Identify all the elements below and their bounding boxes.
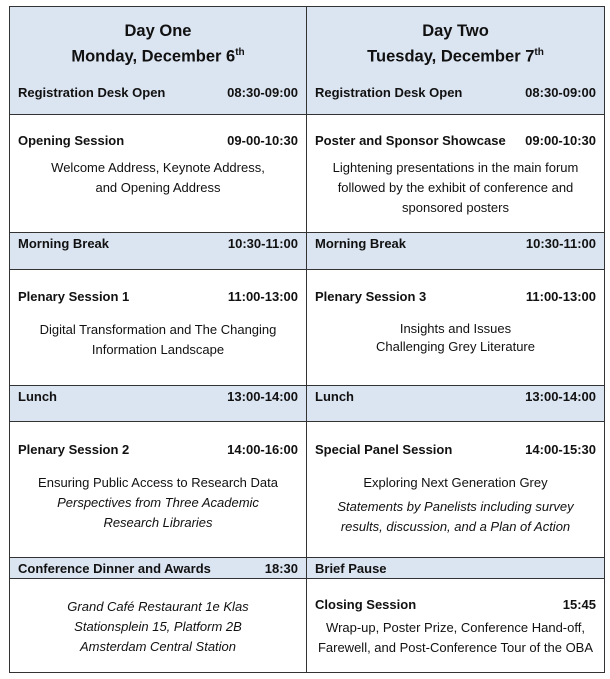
session-name: Special Panel Session (315, 442, 453, 457)
day-two-title: Day Two (422, 22, 489, 40)
venue-line: Stationsplein 15, Platform 2B (74, 619, 242, 634)
session-description: and Opening Address (95, 180, 221, 195)
session-time: 09:00-10:30 (525, 133, 596, 148)
session-time: 13:00-14:00 (227, 389, 298, 404)
session-description: Exploring Next Generation Grey (363, 475, 548, 490)
session-description: Insights and Issues (399, 321, 512, 336)
day-one-venue (10, 579, 307, 673)
day-two-special-panel (307, 422, 605, 558)
day-two-morning-break (307, 233, 605, 270)
day-two-lunch (307, 386, 605, 422)
venue-line: Grand Café Restaurant 1e Klas (67, 599, 249, 614)
session-time: 18:30 (264, 560, 298, 576)
session-description: Welcome Address, Keynote Address, (51, 160, 265, 175)
session-time: 14:00-16:00 (227, 442, 298, 457)
session-name: Registration Desk Open (18, 84, 166, 100)
day-one-header (10, 7, 307, 115)
day-one-registration (18, 82, 298, 104)
day-one-title: Day One (124, 22, 192, 40)
day-one-date: Monday, December 6 (71, 47, 236, 66)
day-two-poster-showcase (307, 115, 605, 233)
session-time: 13:00-14:00 (525, 389, 596, 404)
session-subtitle: Research Libraries (103, 515, 213, 530)
day-one-opening-session (10, 115, 307, 233)
day-two-brief-pause (307, 558, 605, 579)
session-description: Lightening presentations in the main forum (332, 160, 579, 175)
session-time: 09-00-10:30 (227, 133, 298, 148)
day-two-plenary-3 (307, 270, 605, 386)
session-description: Wrap-up, Poster Prize, Conference Hand-off, (326, 620, 585, 635)
day-two-closing-session (307, 579, 605, 673)
session-time: 15:45 (562, 597, 596, 612)
session-description: Ensuring Public Access to Research Data (38, 475, 278, 490)
session-time: 10:30-11:00 (525, 236, 596, 251)
session-name: Plenary Session 1 (18, 289, 130, 304)
program-table (9, 6, 605, 673)
session-name: Lunch (18, 389, 57, 404)
session-description: followed by the exhibit of conference and (337, 180, 574, 195)
day-one-plenary-2 (10, 422, 307, 558)
session-name: Brief Pause (315, 560, 387, 576)
day-one-plenary-1 (10, 270, 307, 386)
session-name: Poster and Sponsor Showcase (315, 133, 506, 148)
day-one-morning-break (10, 233, 307, 270)
session-name: Conference Dinner and Awards (18, 560, 211, 576)
session-time: 14:00-15:30 (525, 442, 596, 457)
session-subtitle: Perspectives from Three Academic (57, 495, 259, 510)
day-one-lunch (10, 386, 307, 422)
session-time: 11:00-13:00 (227, 289, 298, 304)
session-subtitle: results, discussion, and a Plan of Action (340, 519, 571, 534)
day-one-dinner (10, 558, 307, 579)
session-name: Closing Session (315, 597, 417, 612)
session-name: Morning Break (18, 236, 110, 251)
session-time: 08:30-09:00 (227, 84, 298, 100)
session-description: sponsored posters (402, 200, 509, 215)
session-name: Plenary Session 2 (18, 442, 130, 457)
day-two-registration (315, 82, 596, 104)
session-description: Farewell, and Post-Conference Tour of the OBA (317, 640, 594, 655)
session-description: Information Landscape (91, 342, 225, 357)
day-two-date-suffix: th (534, 47, 544, 58)
session-description: Challenging Grey Literature (376, 339, 535, 354)
session-time: 08:30-09:00 (525, 84, 596, 100)
session-name: Plenary Session 3 (315, 289, 427, 304)
day-one-date-suffix: th (235, 47, 245, 58)
session-name: Lunch (315, 389, 354, 404)
session-name: Morning Break (315, 236, 407, 251)
venue-line: Amsterdam Central Station (79, 639, 237, 654)
day-two-header (307, 7, 605, 115)
session-time: 11:00-13:00 (525, 289, 596, 304)
session-time: 10:30-11:00 (227, 236, 298, 251)
session-subtitle: Statements by Panelists including survey (337, 499, 574, 514)
session-description: Digital Transformation and The Changing (39, 322, 277, 337)
day-two-date: Tuesday, December 7 (367, 47, 535, 66)
session-name: Registration Desk Open (315, 84, 463, 100)
session-name: Opening Session (18, 133, 125, 148)
